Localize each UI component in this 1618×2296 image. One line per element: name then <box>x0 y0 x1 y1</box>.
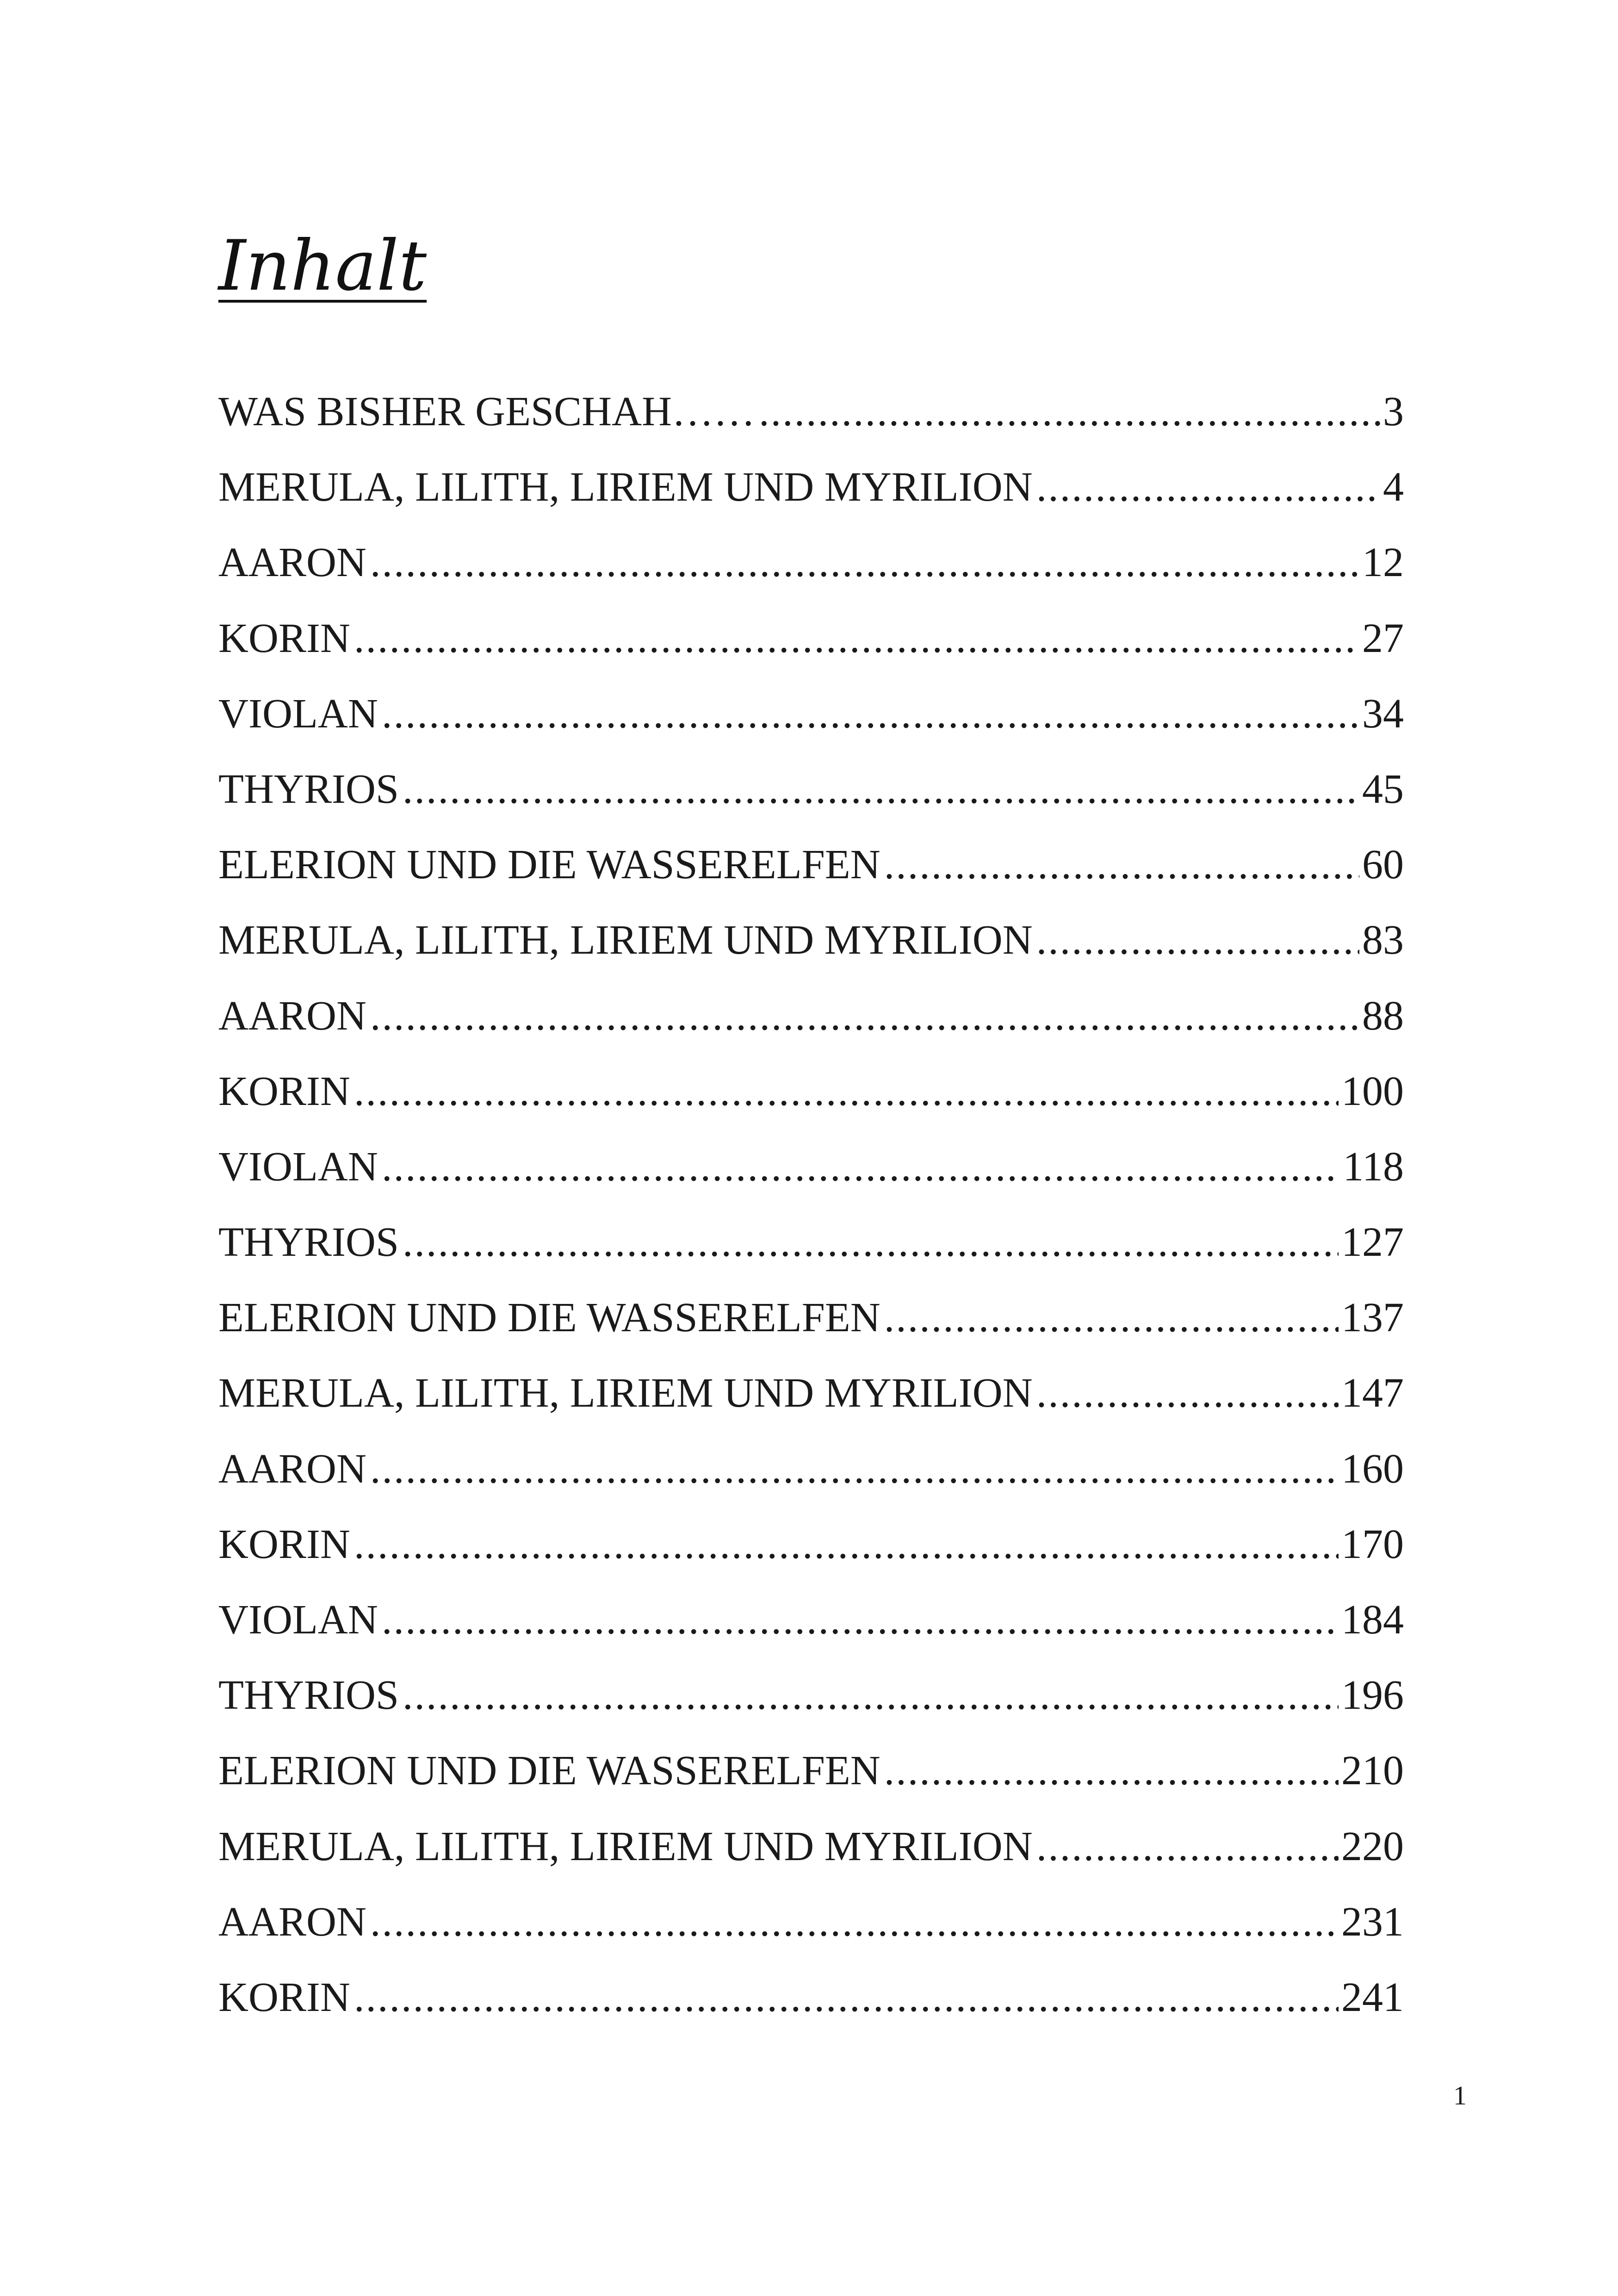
toc-entry-title: MERULA, LILITH, LIRIEM UND MYRILION <box>218 464 1033 510</box>
page-number: 1 <box>1453 2080 1467 2110</box>
toc-dot-leader <box>370 978 1359 1054</box>
toc-entry-page: 4 <box>1383 464 1404 510</box>
toc-entry-page: 60 <box>1362 842 1404 888</box>
toc-entry-page: 45 <box>1362 766 1404 812</box>
toc-entry-page: 118 <box>1343 1143 1404 1190</box>
toc-entry-page: 127 <box>1341 1219 1404 1266</box>
toc-entry[interactable] <box>218 1809 1404 1884</box>
toc-entry-title: AARON <box>218 540 367 586</box>
toc-entry[interactable] <box>218 1960 1404 2035</box>
toc-dot-leader <box>884 1733 1339 1808</box>
toc-entry-title: THYRIOS <box>218 1219 399 1266</box>
toc-entry-title: ELERION UND DIE WASSERELFEN <box>218 842 880 888</box>
toc-dot-leader <box>382 1129 1340 1204</box>
toc-dot-leader <box>759 374 1380 449</box>
toc-dot-leader <box>1036 1355 1339 1431</box>
toc-entry[interactable] <box>218 1204 1404 1280</box>
toc-entry[interactable] <box>218 1129 1404 1204</box>
toc-entry-page: 147 <box>1341 1370 1404 1416</box>
toc-entry[interactable] <box>218 601 1404 676</box>
toc-entry-title: WAS BISHER GESCHAH…… <box>218 389 756 434</box>
toc-entry[interactable] <box>218 449 1404 525</box>
toc-dot-leader <box>382 676 1359 751</box>
toc-entry-title: MERULA, LILITH, LIRIEM UND MYRILION <box>218 917 1033 963</box>
toc-entry-title: KORIN <box>218 1974 350 2020</box>
toc-entry-page: 137 <box>1341 1295 1404 1341</box>
toc-entry[interactable] <box>218 978 1404 1054</box>
toc-entry-title: AARON <box>218 1446 367 1492</box>
toc-entry-title: VIOLAN <box>218 690 378 737</box>
toc-entry-page: 83 <box>1362 917 1404 963</box>
toc-dot-leader <box>403 1204 1339 1280</box>
toc-entry[interactable] <box>218 902 1404 978</box>
toc-entry-title: KORIN <box>218 1068 350 1114</box>
toc-entry-page: 12 <box>1362 540 1404 586</box>
toc-entry-title: KORIN <box>218 615 350 661</box>
toc-entry[interactable] <box>218 827 1404 902</box>
toc-dot-leader <box>370 1884 1339 1960</box>
toc-entry-page: 88 <box>1362 993 1404 1039</box>
toc-entry-page: 160 <box>1341 1446 1404 1492</box>
toc-entry-page: 3 <box>1383 389 1404 434</box>
toc-dot-leader <box>370 1431 1339 1507</box>
toc-entry-page: 210 <box>1341 1748 1404 1794</box>
toc-entry-title: ELERION UND DIE WASSERELFEN <box>218 1295 880 1341</box>
toc-dot-leader <box>1036 1809 1339 1884</box>
toc-entry-page: 34 <box>1362 690 1404 737</box>
toc-dot-leader <box>354 1054 1339 1129</box>
toc-entry-page: 196 <box>1341 1672 1404 1719</box>
toc-entry-page: 241 <box>1341 1974 1404 2020</box>
toc-entry-page: 100 <box>1341 1068 1404 1114</box>
toc-dot-leader <box>884 827 1359 902</box>
toc-entry[interactable] <box>218 751 1404 827</box>
toc-entry[interactable] <box>218 374 1404 449</box>
toc-dot-leader <box>1036 902 1359 978</box>
toc-entry-title: ELERION UND DIE WASSERELFEN <box>218 1748 880 1794</box>
toc-entry-title: MERULA, LILITH, LIRIEM UND MYRILION <box>218 1370 1033 1416</box>
toc-entry-page: 220 <box>1341 1823 1404 1869</box>
toc-entry-title: MERULA, LILITH, LIRIEM UND MYRILION <box>218 1823 1033 1869</box>
toc-entry[interactable] <box>218 1582 1404 1657</box>
toc-entry-title: AARON <box>218 1899 367 1945</box>
toc-entry[interactable] <box>218 1733 1404 1808</box>
toc-entry-page: 184 <box>1341 1597 1404 1643</box>
toc-entry-title: VIOLAN <box>218 1597 378 1643</box>
toc-dot-leader <box>382 1582 1339 1657</box>
toc-entry[interactable] <box>218 1657 1404 1733</box>
toc-dot-leader <box>370 525 1359 600</box>
toc-entry[interactable] <box>218 1054 1404 1129</box>
toc-entry-title: VIOLAN <box>218 1143 378 1190</box>
toc-entry-page: 27 <box>1362 615 1404 661</box>
toc-dot-leader <box>354 1960 1339 2035</box>
toc-entry[interactable] <box>218 1431 1404 1507</box>
toc-dot-leader <box>403 751 1359 827</box>
toc-dot-leader <box>354 601 1359 676</box>
table-of-contents <box>218 374 1404 2035</box>
toc-entry-title: KORIN <box>218 1521 350 1567</box>
toc-dot-leader <box>403 1657 1339 1733</box>
toc-dot-leader <box>1036 449 1380 525</box>
toc-entry-page: 231 <box>1341 1899 1404 1945</box>
toc-entry[interactable] <box>218 1884 1404 1960</box>
toc-dot-leader <box>354 1507 1339 1582</box>
toc-entry-title: AARON <box>218 993 367 1039</box>
toc-entry[interactable] <box>218 1280 1404 1355</box>
toc-entry[interactable] <box>218 1507 1404 1582</box>
toc-entry-title: THYRIOS <box>218 1672 399 1719</box>
toc-entry[interactable] <box>218 1355 1404 1431</box>
toc-entry[interactable] <box>218 676 1404 751</box>
toc-entry-title: THYRIOS <box>218 766 399 812</box>
toc-dot-leader <box>884 1280 1339 1355</box>
toc-entry-page: 170 <box>1341 1521 1404 1567</box>
toc-entry[interactable] <box>218 525 1404 600</box>
page-title: Inhalt <box>218 226 427 306</box>
